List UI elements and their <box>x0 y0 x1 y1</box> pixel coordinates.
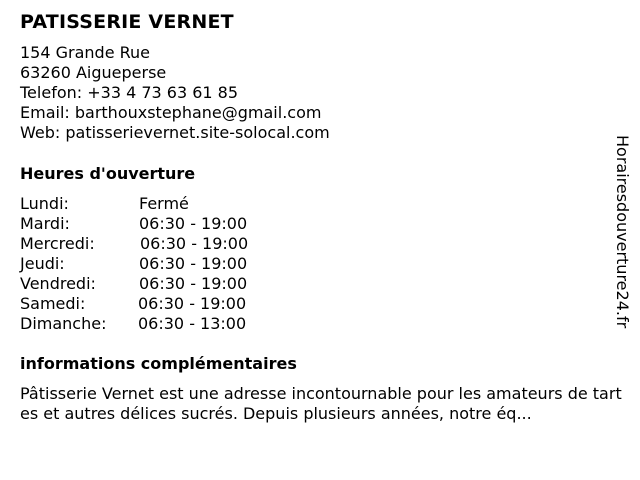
city-postcode: 63260 Aigueperse <box>20 63 167 82</box>
day-label: Lundi: <box>20 194 69 213</box>
time-value: 06:30 - 19:00 <box>138 294 247 313</box>
email-address: Email: barthouxstephane@gmail.com <box>20 103 322 122</box>
time-value: 06:30 - 13:00 <box>138 314 247 333</box>
site-watermark <box>612 135 632 345</box>
website: Web: patisserievernet.site-solocal.com <box>20 123 330 142</box>
street-address: 154 Grande Rue <box>20 43 151 62</box>
business-name: PATISSERIE VERNET <box>20 11 234 33</box>
day-label: Dimanche: <box>20 314 107 333</box>
watermark-text: Horairesdouverture24.fr <box>613 135 632 329</box>
opening-hours-heading: Heures d'ouverture <box>20 164 196 183</box>
day-label: Samedi: <box>20 294 86 313</box>
description-text: Pâtisserie Vernet est une adresse incontournable pour les amateurs de tartes et autres délices sucrés. Depuis plusieurs années, notre éq... <box>20 384 622 423</box>
time-value: 06:30 - 19:00 <box>140 234 249 253</box>
day-label: Vendredi: <box>20 274 96 293</box>
day-label: Jeudi: <box>20 254 65 273</box>
day-label: Mercredi: <box>20 234 95 253</box>
additional-info-heading: informations complémentaires <box>20 354 297 373</box>
phone-number: Telefon: +33 4 73 63 61 85 <box>20 83 239 102</box>
time-value: Fermé <box>139 194 189 213</box>
contact-block <box>20 43 330 143</box>
time-value: 06:30 - 19:00 <box>139 214 248 233</box>
time-value: 06:30 - 19:00 <box>139 274 248 293</box>
day-label: Mardi: <box>20 214 70 233</box>
time-value: 06:30 - 19:00 <box>139 254 248 273</box>
